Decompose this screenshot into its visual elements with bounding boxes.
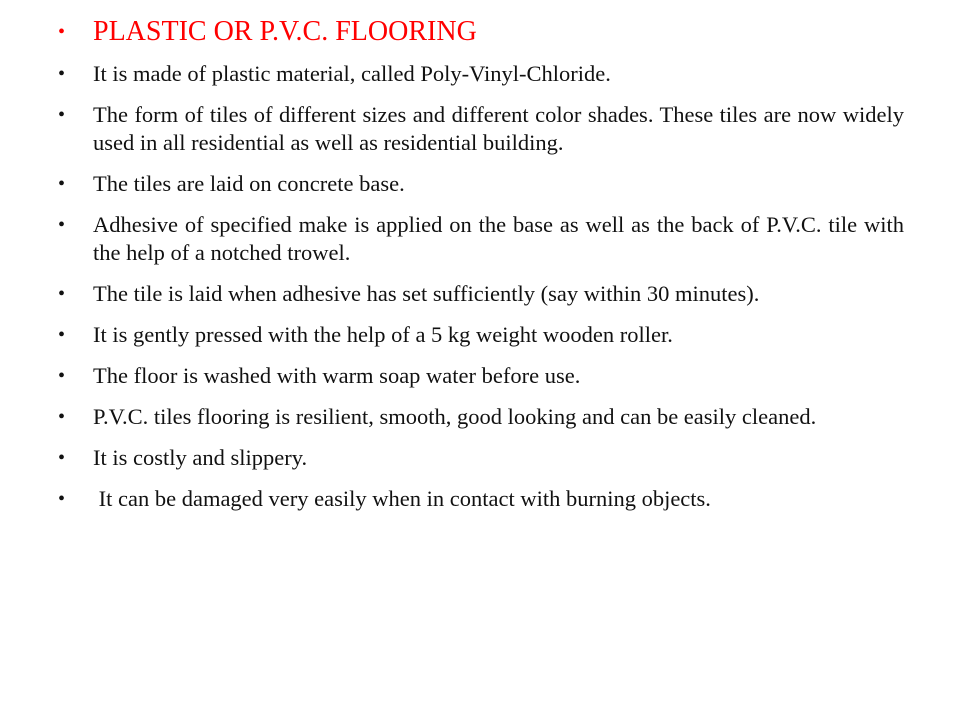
bullet-text: Adhesive of specified make is applied on the base as well as the back of P.V.C. tile with the help of a notched trowel. [93,212,904,265]
bullet-dot: • [58,214,66,236]
bullet-text: The tile is laid when adhesive has set sufficiently (say within 30 minutes). [93,281,760,306]
bullet-dot: • [58,283,66,305]
bullet-dot: • [58,63,66,85]
bullet-list [58,14,904,526]
bullet-text: It is costly and slippery. [93,445,308,470]
bullet-dot: • [58,406,66,428]
slide-title: PLASTIC OR P.V.C. FLOORING [93,16,477,47]
bullet-text: The floor is washed with warm soap water before use. [93,363,581,388]
bullet-text: The form of tiles of different sizes and different color shades. These tiles are now widely used in all residential as well as residential building. [93,102,904,155]
bullet-point [58,101,904,157]
bullet-point [58,211,904,267]
bullet-text: The tiles are laid on concrete base. [93,171,405,196]
bullet-point [58,280,904,308]
bullet-text: P.V.C. tiles flooring is resilient, smooth, good looking and can be easily cleaned. [93,404,817,429]
bullet-text: It is gently pressed with the help of a 5 kg weight wooden roller. [93,322,673,347]
bullet-point [58,60,904,88]
bullet-dot: • [58,324,66,346]
bullet-point [58,321,904,349]
bullet-point [58,362,904,390]
bullet-point [58,170,904,198]
bullet-dot: • [58,21,66,43]
bullet-point [58,485,904,513]
bullet-dot: • [58,488,66,510]
bullet-point [58,403,904,431]
bullet-dot: • [58,173,66,195]
bullet-point [58,444,904,472]
bullet-dot: • [58,447,66,469]
bullet-text: It is made of plastic material, called Poly-Vinyl-Chloride. [93,61,611,86]
bullet-dot: • [58,104,66,126]
bullet-text: It can be damaged very easily when in contact with burning objects. [93,486,711,511]
bullet-dot: • [58,365,66,387]
title-bullet [58,14,904,50]
